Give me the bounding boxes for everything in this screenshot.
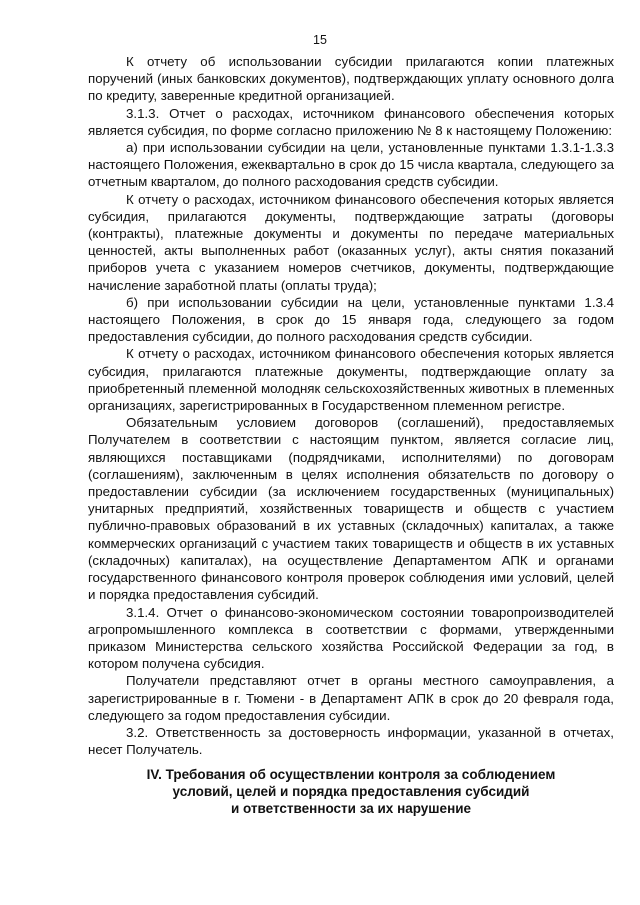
paragraph: 3.1.4. Отчет о финансово-экономическом состоянии товаропроизводителей агропромышленного комплекса в соответствии с формами, утвержденными приказом Министерства сельского хозяйства Российской Федерации за год, в котором получена субсидия. xyxy=(88,604,614,672)
section-heading-line: IV. Требования об осуществлении контроля за соблюдением xyxy=(146,767,556,783)
section-heading-line: и ответственности за их нарушение xyxy=(230,801,472,817)
paragraph: Обязательным условием договоров (соглашений), предоставляемых Получателем в соответствии с настоящим пунктом, является согласие лиц, являющихся поставщиками (подрядчиками, исполнителями) по договорам (соглашениям), заключенным в целях исполнения обязательств по договору о предоставлении субсидии (за исключением государственных (муниципальных) унитарных предприятий, хозяйственных товариществ и обществ с участием публично-правовых образований в их уставных (складочных) капиталах, а также коммерческих организаций с участием таких товариществ и обществ в их уставных (складочных) капиталах), на осуществление Департаментом АПК и органами государственного финансового контроля проверок соблюдения ими условий, целей и порядка предоставления субсидий. xyxy=(88,415,614,603)
paragraph: К отчету о расходах, источником финансового обеспечения которых является субсидия, прилагаются платежные документы, подтверждающие оплату за приобретенный племенной молодняк сельскохозяйственных животных в племенных организациях, зарегистрированных в Государственном племенном регистре. xyxy=(88,346,614,414)
paragraph: 3.2. Ответственность за достоверность информации, указанной в отчетах, несет Получатель. xyxy=(88,724,614,758)
paragraph: Получатели представляют отчет в органы местного самоуправления, а зарегистрированные в г. Тюмени - в Департамент АПК в срок до 20 февраля года, следующего за годом предоставления субсидии. xyxy=(88,673,614,723)
section-heading xyxy=(88,766,614,817)
paragraph: а) при использовании субсидии на цели, установленные пунктами 1.3.1-1.3.3 настоящего Положения, ежеквартально в срок до 15 числа квартала, следующего за отчетным кварталом, до полного расходования средств субсидии. xyxy=(88,140,614,190)
paragraph: К отчету об использовании субсидии прилагаются копии платежных поручений (иных банковских документов), подтверждающих уплату основного долга по кредиту, заверенные кредитной организацией. xyxy=(88,54,614,104)
paragraph: б) при использовании субсидии на цели, установленные пунктами 1.3.4 настоящего Положения, в срок до 15 января года, следующего за годом предоставления субсидии, до полного расходования средств субсидии. xyxy=(88,294,614,345)
paragraph: К отчету о расходах, источником финансового обеспечения которых является субсидия, прилагаются документы, подтверждающие затраты (договоры (контракты), платежные документы и документы по передаче материальных ценностей, акты выполненных работ (оказанных услуг), акты снятия показаний приборов учета с указанием номеров счетчиков, документы, подтверждающие начисление заработной платы (оплаты труда); xyxy=(88,191,614,293)
section-heading-line: условий, целей и порядка предоставления субсидий xyxy=(172,784,530,800)
paragraph: 3.1.3. Отчет о расходах, источником финансового обеспечения которых является субсидия, по форме согласно приложению № 8 к настоящему Положению: xyxy=(88,105,614,138)
document-body xyxy=(88,53,614,817)
page-number: 15 xyxy=(313,33,327,47)
